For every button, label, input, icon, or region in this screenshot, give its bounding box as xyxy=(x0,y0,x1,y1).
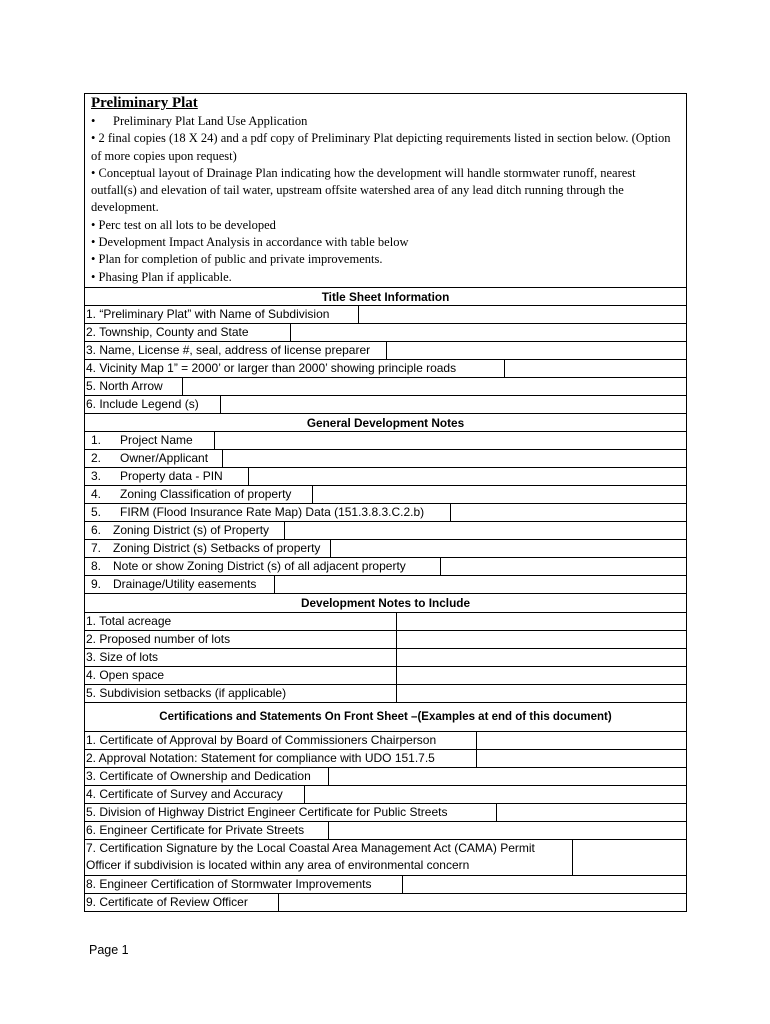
section-title: Preliminary Plat xyxy=(91,95,198,111)
bullet-item: • Plan for completion of public and private improvements. xyxy=(91,252,383,267)
table-row: 2. Township, County and State xyxy=(85,324,686,342)
intro-body xyxy=(91,113,681,286)
intro-section xyxy=(85,94,686,288)
table-row: 4. Open space xyxy=(85,667,686,685)
bullet-item: • Conceptual layout of Drainage Plan indicating how the development will handle stormwater runoff, nearest outfall(s) and elevation of tail water, upstream offsite watershed area of any lead ditch running through the development. xyxy=(91,165,636,215)
table-row: 8. Note or show Zoning District (s) of all adjacent property xyxy=(85,558,686,576)
table-row: 6. Engineer Certificate for Private Streets xyxy=(85,822,686,840)
table-row: 4. Zoning Classification of property xyxy=(85,486,686,504)
bullet-item: • 2 final copies (18 X 24) and a pdf copy of Preliminary Plat depicting requirements listed in section below. (Option of more copies upon request) xyxy=(91,131,671,163)
table-row: 1. Certificate of Approval by Board of Commissioners Chairperson xyxy=(85,732,686,750)
table-row: 4. Certificate of Survey and Accuracy xyxy=(85,786,686,804)
table-row: 9. Certificate of Review Officer xyxy=(85,894,686,912)
general-notes-heading: General Development Notes xyxy=(85,414,686,432)
table-row: 2. Owner/Applicant xyxy=(85,450,686,468)
table-row: 2. Proposed number of lots xyxy=(85,631,686,649)
table-row: 5. FIRM (Flood Insurance Rate Map) Data (151.3.8.3.C.2.b) xyxy=(85,504,686,522)
document-frame xyxy=(84,93,687,912)
bullet-icon: • xyxy=(91,114,96,128)
table-row: 2. Approval Notation: Statement for compliance with UDO 151.7.5 xyxy=(85,750,686,768)
bullet-item: • Development Impact Analysis in accordance with table below xyxy=(91,235,409,250)
dev-notes-heading: Development Notes to Include xyxy=(85,594,686,613)
bullet-item: • Phasing Plan if applicable. xyxy=(91,269,232,284)
table-row: 4. Vicinity Map 1” = 2000’ or larger than 2000’ showing principle roads xyxy=(85,360,686,378)
bullet-item: • Preliminary Plat Land Use Application xyxy=(91,113,681,130)
table-row: 3. Property data - PIN xyxy=(85,468,686,486)
table-row: 5. Subdivision setbacks (if applicable) xyxy=(85,685,686,703)
table-row: 1. Project Name xyxy=(85,432,686,450)
table-row: 3. Name, License #, seal, address of license preparer xyxy=(85,342,686,360)
title-sheet-heading: Title Sheet Information xyxy=(85,288,686,306)
certifications-heading: Certifications and Statements On Front Sheet –(Examples at end of this document) xyxy=(85,703,686,732)
table-row: 3. Certificate of Ownership and Dedication xyxy=(85,768,686,786)
table-row: 1. Total acreage xyxy=(85,613,686,631)
table-row: 5. Division of Highway District Engineer Certificate for Public Streets xyxy=(85,804,686,822)
table-row: 7. Certification Signature by the Local Coastal Area Management Act (CAMA) Permit Officer if subdivision is located within any area of environmental concern xyxy=(85,840,686,876)
table-row: 5. North Arrow xyxy=(85,378,686,396)
table-row: 3. Size of lots xyxy=(85,649,686,667)
table-row: 6. Zoning District (s) of Property xyxy=(85,522,686,540)
table-row: 7. Zoning District (s) Setbacks of property xyxy=(85,540,686,558)
table-row: 6. Include Legend (s) xyxy=(85,396,686,414)
bullet-item: • Perc test on all lots to be developed xyxy=(91,217,276,232)
table-row: 9. Drainage/Utility easements xyxy=(85,576,686,594)
page-number: Page 1 xyxy=(89,943,129,957)
table-row: 1. “Preliminary Plat” with Name of Subdivision xyxy=(85,306,686,324)
table-row: 8. Engineer Certification of Stormwater Improvements xyxy=(85,876,686,894)
